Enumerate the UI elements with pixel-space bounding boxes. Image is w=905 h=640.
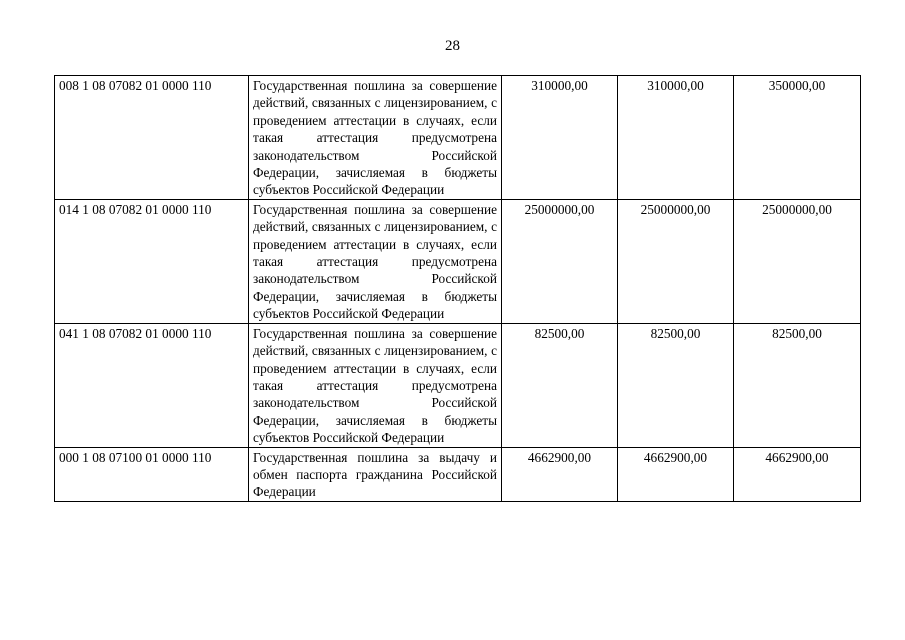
amount-year-1: 310000,00 <box>502 76 618 200</box>
revenue-name: Государственная пошлина за совершение действий, связанных с лицензированием, с проведением аттестации в случаях, если такая аттестация предусмотрена законодательством Российской Федерации, зачисляемая в бюджеты субъектов Российской Федерации <box>249 76 502 200</box>
budget-classification-code: 041 1 08 07082 01 0000 110 <box>55 323 249 447</box>
amount-year-2: 82500,00 <box>618 323 734 447</box>
table-row <box>55 199 861 323</box>
revenue-name: Государственная пошлина за выдачу и обмен паспорта гражданина Российской Федерации <box>249 447 502 501</box>
amount-year-3: 25000000,00 <box>734 199 861 323</box>
amount-year-2: 310000,00 <box>618 76 734 200</box>
amount-year-2: 4662900,00 <box>618 447 734 501</box>
budget-classification-code: 008 1 08 07082 01 0000 110 <box>55 76 249 200</box>
table-row <box>55 447 861 501</box>
amount-year-3: 4662900,00 <box>734 447 861 501</box>
budget-classification-code: 014 1 08 07082 01 0000 110 <box>55 199 249 323</box>
revenue-name: Государственная пошлина за совершение действий, связанных с лицензированием, с проведением аттестации в случаях, если такая аттестация предусмотрена законодательством Российской Федерации, зачисляемая в бюджеты субъектов Российской Федерации <box>249 199 502 323</box>
table-row <box>55 76 861 200</box>
amount-year-3: 350000,00 <box>734 76 861 200</box>
amount-year-3: 82500,00 <box>734 323 861 447</box>
budget-classification-code: 000 1 08 07100 01 0000 110 <box>55 447 249 501</box>
page-number: 28 <box>445 38 460 54</box>
amount-year-1: 4662900,00 <box>502 447 618 501</box>
amount-year-1: 82500,00 <box>502 323 618 447</box>
table-row <box>55 323 861 447</box>
budget-revenue-table <box>54 75 861 502</box>
amount-year-2: 25000000,00 <box>618 199 734 323</box>
amount-year-1: 25000000,00 <box>502 199 618 323</box>
revenue-name: Государственная пошлина за совершение действий, связанных с лицензированием, с проведением аттестации в случаях, если такая аттестация предусмотрена законодательством Российской Федерации, зачисляемая в бюджеты субъектов Российской Федерации <box>249 323 502 447</box>
